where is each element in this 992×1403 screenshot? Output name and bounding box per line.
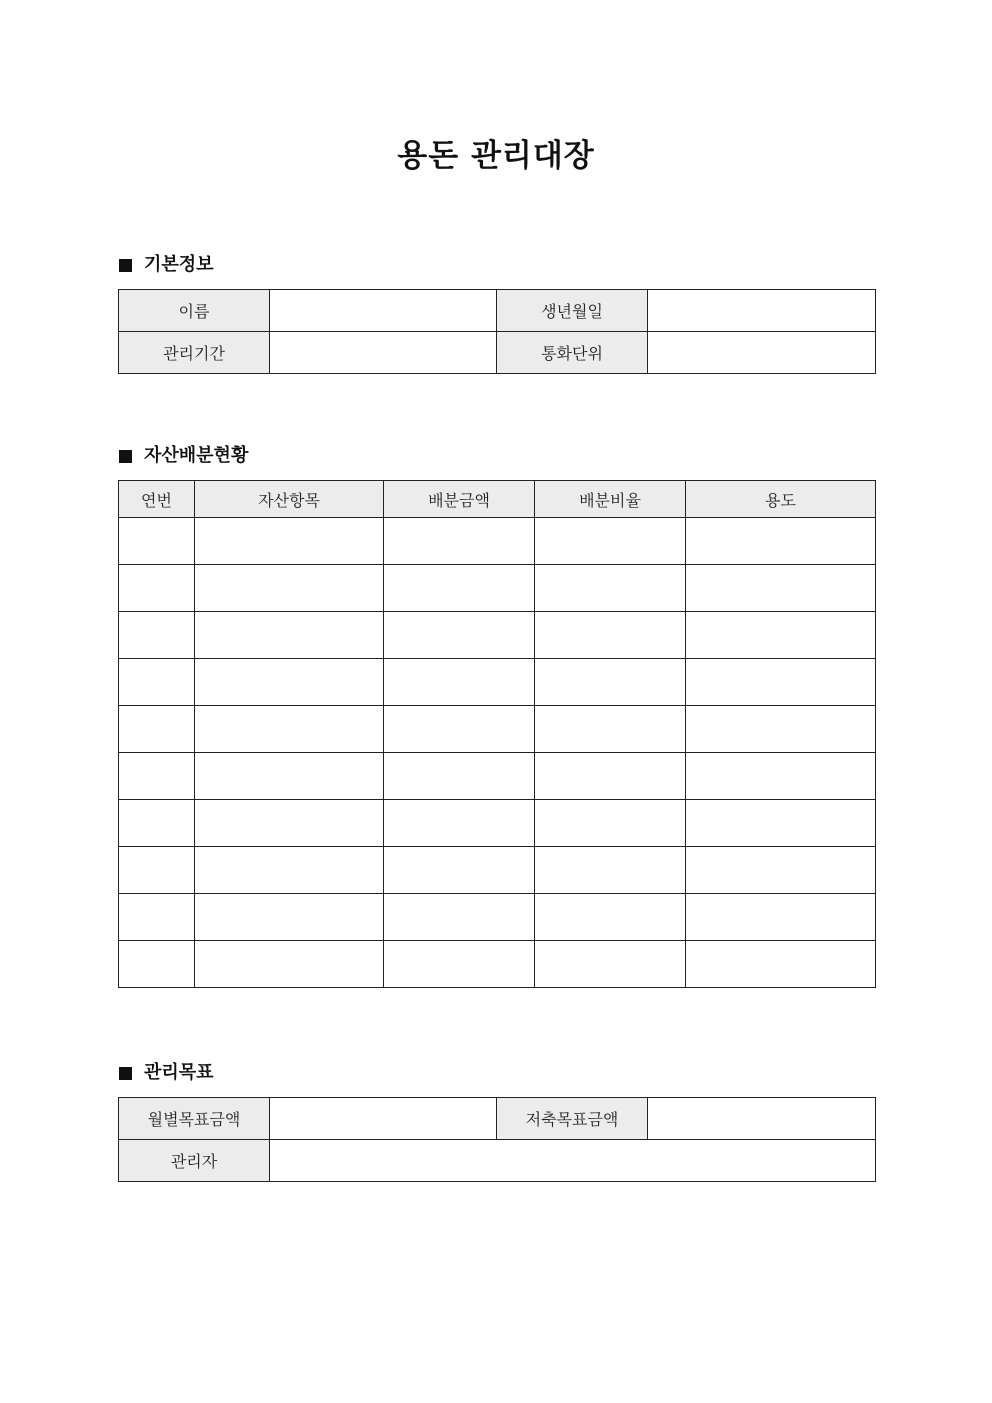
amount-cell[interactable] <box>384 612 535 659</box>
period-label: 관리기간 <box>119 332 270 374</box>
number-cell[interactable] <box>119 941 195 988</box>
monthly-goal-field[interactable] <box>270 1098 497 1140</box>
amount-cell[interactable] <box>384 800 535 847</box>
number-cell[interactable] <box>119 659 195 706</box>
ratio-cell[interactable] <box>535 847 686 894</box>
table-row <box>119 659 876 706</box>
birth-date-field[interactable] <box>648 290 876 332</box>
basic-info-table <box>118 289 876 374</box>
management-goals-table <box>118 1097 876 1182</box>
purpose-cell[interactable] <box>686 753 876 800</box>
ratio-cell[interactable] <box>535 941 686 988</box>
savings-goal-field[interactable] <box>648 1098 876 1140</box>
purpose-cell[interactable] <box>686 612 876 659</box>
page-title: 용돈 관리대장 <box>397 138 595 174</box>
goals-heading <box>119 1061 214 1085</box>
ratio-cell[interactable] <box>535 706 686 753</box>
number-cell[interactable] <box>119 706 195 753</box>
asset-item-cell[interactable] <box>195 753 384 800</box>
number-cell[interactable] <box>119 612 195 659</box>
table-row <box>119 1098 876 1140</box>
table-row <box>119 1140 876 1182</box>
name-label: 이름 <box>119 290 270 332</box>
amount-cell[interactable] <box>384 518 535 565</box>
purpose-cell[interactable] <box>686 565 876 612</box>
ratio-cell[interactable] <box>535 518 686 565</box>
amount-cell[interactable] <box>384 894 535 941</box>
table-row <box>119 847 876 894</box>
goals-heading-label: 관리목표 <box>144 1062 214 1083</box>
savings-goal-label: 저축목표금액 <box>497 1098 648 1140</box>
table-row <box>119 941 876 988</box>
ratio-cell[interactable] <box>535 894 686 941</box>
manager-field[interactable] <box>270 1140 876 1182</box>
column-header-purpose: 용도 <box>686 481 876 518</box>
table-row <box>119 894 876 941</box>
column-header-asset-item: 자산항목 <box>195 481 384 518</box>
amount-cell[interactable] <box>384 706 535 753</box>
square-bullet-icon <box>119 259 132 272</box>
basic-info-heading <box>119 253 214 277</box>
table-row <box>119 518 876 565</box>
number-cell[interactable] <box>119 565 195 612</box>
table-row <box>119 565 876 612</box>
period-field[interactable] <box>270 332 497 374</box>
purpose-cell[interactable] <box>686 847 876 894</box>
ratio-cell[interactable] <box>535 659 686 706</box>
currency-label: 통화단위 <box>497 332 648 374</box>
name-field[interactable] <box>270 290 497 332</box>
ratio-cell[interactable] <box>535 612 686 659</box>
column-header-number: 연번 <box>119 481 195 518</box>
ratio-cell[interactable] <box>535 753 686 800</box>
number-cell[interactable] <box>119 753 195 800</box>
asset-item-cell[interactable] <box>195 518 384 565</box>
purpose-cell[interactable] <box>686 659 876 706</box>
ratio-cell[interactable] <box>535 565 686 612</box>
asset-allocation-table <box>118 480 876 988</box>
table-row <box>119 753 876 800</box>
asset-item-cell[interactable] <box>195 894 384 941</box>
asset-item-cell[interactable] <box>195 565 384 612</box>
purpose-cell[interactable] <box>686 800 876 847</box>
number-cell[interactable] <box>119 518 195 565</box>
number-cell[interactable] <box>119 894 195 941</box>
basic-info-heading-label: 기본정보 <box>144 254 214 275</box>
purpose-cell[interactable] <box>686 894 876 941</box>
purpose-cell[interactable] <box>686 518 876 565</box>
ratio-cell[interactable] <box>535 800 686 847</box>
monthly-goal-label: 월별목표금액 <box>119 1098 270 1140</box>
amount-cell[interactable] <box>384 753 535 800</box>
amount-cell[interactable] <box>384 565 535 612</box>
birth-date-label: 생년월일 <box>497 290 648 332</box>
column-header-ratio: 배분비율 <box>535 481 686 518</box>
asset-item-cell[interactable] <box>195 847 384 894</box>
assets-heading <box>119 444 248 468</box>
asset-table-body <box>119 518 876 988</box>
table-row <box>119 332 876 374</box>
currency-field[interactable] <box>648 332 876 374</box>
asset-item-cell[interactable] <box>195 800 384 847</box>
asset-item-cell[interactable] <box>195 706 384 753</box>
number-cell[interactable] <box>119 847 195 894</box>
manager-label: 관리자 <box>119 1140 270 1182</box>
asset-item-cell[interactable] <box>195 941 384 988</box>
amount-cell[interactable] <box>384 941 535 988</box>
purpose-cell[interactable] <box>686 706 876 753</box>
amount-cell[interactable] <box>384 847 535 894</box>
purpose-cell[interactable] <box>686 941 876 988</box>
square-bullet-icon <box>119 1067 132 1080</box>
number-cell[interactable] <box>119 800 195 847</box>
table-row <box>119 612 876 659</box>
table-row <box>119 706 876 753</box>
amount-cell[interactable] <box>384 659 535 706</box>
asset-item-cell[interactable] <box>195 659 384 706</box>
table-row <box>119 800 876 847</box>
asset-item-cell[interactable] <box>195 612 384 659</box>
square-bullet-icon <box>119 450 132 463</box>
table-row <box>119 290 876 332</box>
table-header-row <box>119 481 876 518</box>
assets-heading-label: 자산배분현황 <box>144 445 249 466</box>
column-header-amount: 배분금액 <box>384 481 535 518</box>
